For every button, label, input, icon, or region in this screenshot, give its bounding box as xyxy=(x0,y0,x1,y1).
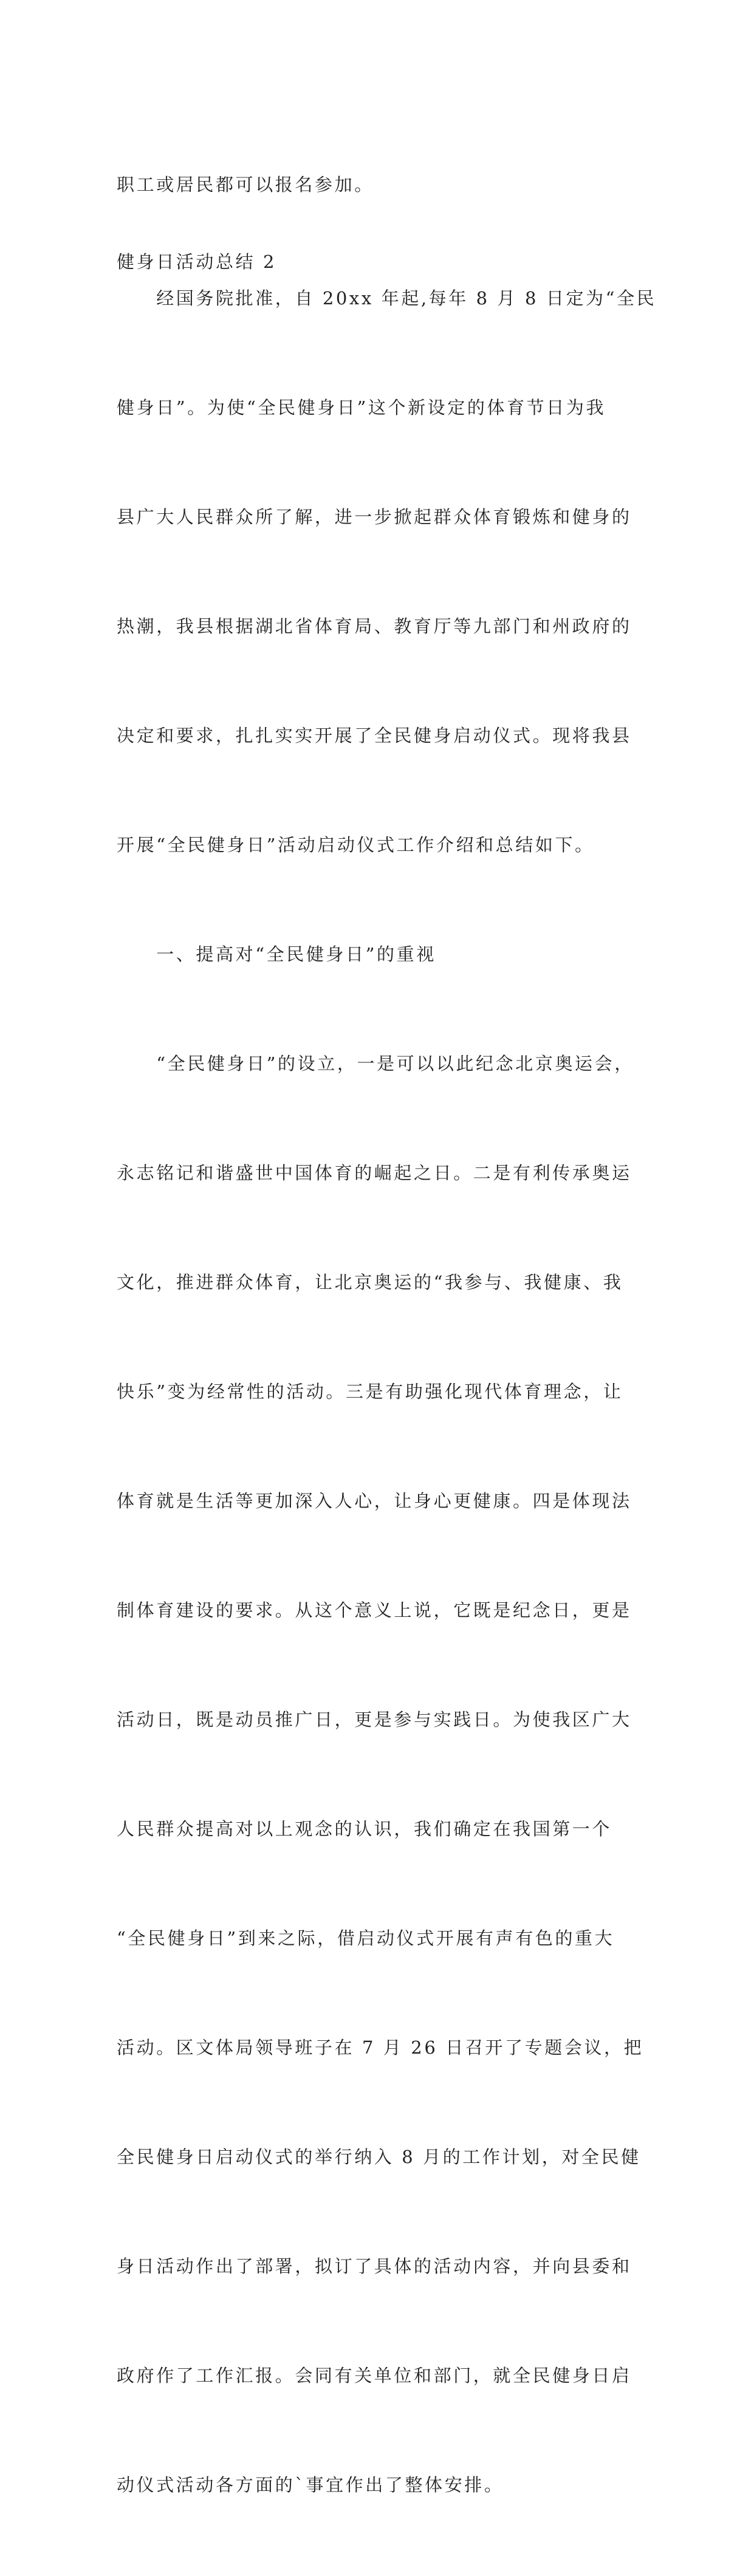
paragraph-line: 职工或居民都可以报名参加。 xyxy=(117,174,374,195)
paragraph-line: 体育就是生活等更加深入人心，让身心更健康。四是体现法 xyxy=(117,1491,632,1511)
paragraph-line: 政府作了工作汇报。会同有关单位和部门，就全民健身日启 xyxy=(117,2365,632,2386)
paragraph-line: 开展“全民健身日”活动启动仪式工作介绍和总结如下。 xyxy=(117,835,595,855)
paragraph-line: 活动日，既是动员推广日，更是参与实践日。为使我区广大 xyxy=(117,1709,632,1730)
paragraph-line: “全民健身日”到来之际，借启动仪式开展有声有色的重大 xyxy=(117,1928,615,1949)
paragraph-line: 永志铭记和谐盛世中国体育的崛起之日。二是有利传承奥运 xyxy=(117,1163,632,1183)
paragraph-line: 人民群众提高对以上观念的认识，我们确定在我国第一个 xyxy=(117,1819,612,1839)
paragraph-line: 快乐”变为经常性的活动。三是有助强化现代体育理念，让 xyxy=(117,1381,623,1402)
paragraph-line: 活动。区文体局领导班子在 7 月 26 日召开了专题会议，把 xyxy=(117,2037,644,2058)
paragraph-line: 健身日”。为使“全民健身日”这个新设定的体育节日为我 xyxy=(117,397,606,418)
paragraph-line: 县广大人民群众所了解，进一步掀起群众体育锻炼和健身的 xyxy=(117,507,632,527)
paragraph-line: 制体育建设的要求。从这个意义上说，它既是纪念日，更是 xyxy=(117,1600,632,1621)
paragraph-line: 热潮，我县根据湖北省体育局、教育厅等九部门和州政府的 xyxy=(117,616,632,637)
subheading-line: 一、提高对“全民健身日”的重视 xyxy=(117,944,436,965)
paragraph-line: “全民健身日”的设立，一是可以以此纪念北京奥运会， xyxy=(117,1053,634,1074)
paragraph-line: 全民健身日启动仪式的举行纳入 8 月的工作计划，对全民健 xyxy=(117,2147,641,2167)
section-title: 健身日活动总结 2 xyxy=(117,251,277,272)
paragraph-line: 文化，推进群众体育，让北京奥运的“我参与、我健康、我 xyxy=(117,1272,623,1293)
paragraph-line: 动仪式活动各方面的`事宜作出了整体安排。 xyxy=(117,2475,504,2495)
paragraph-line: 决定和要求，扎扎实实开展了全民健身启动仪式。现将我县 xyxy=(117,725,632,746)
paragraph-line: 身日活动作出了部署，拟订了具体的活动内容，并向县委和 xyxy=(117,2256,632,2277)
paragraph-line: 经国务院批准，自 20xx 年起,每年 8 月 8 日定为“全民 xyxy=(117,288,657,309)
body-text xyxy=(117,207,657,2576)
